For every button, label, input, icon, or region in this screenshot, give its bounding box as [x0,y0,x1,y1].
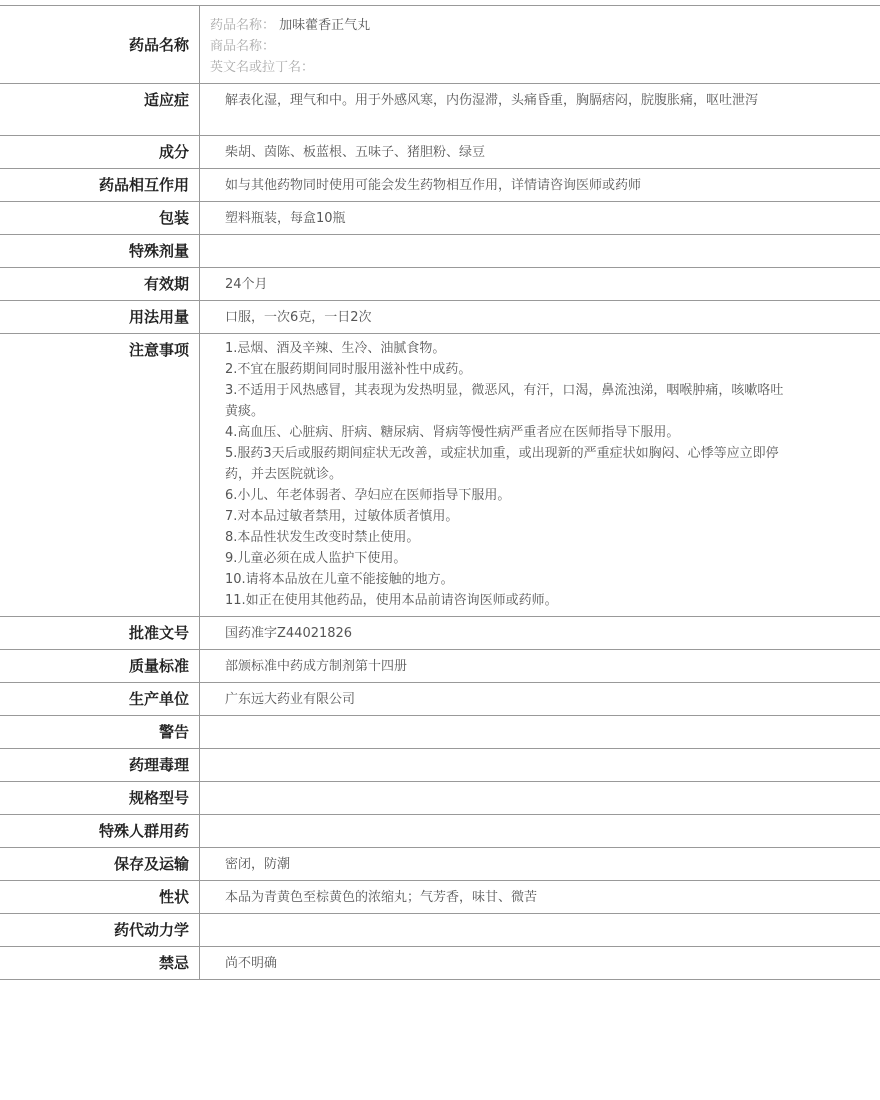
row-label: 药理毒理 [0,749,200,781]
row-packaging [0,202,880,235]
row-value [200,235,880,267]
drug-name-line [210,15,860,36]
row-label: 适应症 [0,84,200,135]
row-label: 特殊人群用药 [0,815,200,847]
row-label: 包装 [0,202,200,234]
row-dosage [0,301,880,334]
row-value [200,84,880,135]
row-special-groups [0,815,880,848]
precaution-item: 4.高血压、心脏病、肝病、糖尿病、肾病等慢性病严重者应在医师指导下服用。 [225,425,680,440]
row-label: 药品相互作用 [0,169,200,201]
precaution-item: 10.请将本品放在儿童不能接触的地方。 [225,572,454,587]
row-validity [0,268,880,301]
row-label: 规格型号 [0,782,200,814]
row-value [200,6,880,83]
row-approval [0,617,880,650]
row-drug-name [0,6,880,84]
precaution-item: 3.不适用于风热感冒，其表现为发热明显，微恶风，有汗，口渴，鼻流浊涕，咽喉肿痛，咳嗽咯吐黄痰。 [225,383,784,419]
row-label: 药代动力学 [0,914,200,946]
row-value: 部颁标准中药成方制剂第十四册 [225,659,408,674]
row-value: 如与其他药物同时使用可能会发生药物相互作用，详情请咨询医师或药师 [225,178,642,193]
row-quality [0,650,880,683]
precaution-item: 7.对本品过敏者禁用，过敏体质者慎用。 [225,509,459,524]
row-value [200,334,880,616]
row-storage [0,848,880,881]
row-label: 成分 [0,136,200,168]
row-description [0,881,880,914]
row-value [200,716,880,748]
precaution-item: 2.不宜在服药期间同时服用滋补性中成药。 [225,362,472,377]
row-label: 药品名称 [0,6,200,83]
row-value: 密闭，防潮 [225,857,291,872]
row-value: 口服，一次6克，一日2次 [225,310,372,325]
row-label: 生产单位 [0,683,200,715]
row-label: 性状 [0,881,200,913]
indication-text: 解表化湿，理气和中。用于外感风寒，内伤湿滞，头痛昏重，胸膈痞闷，脘腹胀痛，呕吐泄泻 [225,93,759,108]
row-value: 塑料瓶装，每盒10瓶 [225,211,346,226]
row-label: 特殊剂量 [0,235,200,267]
row-value: 柴胡、茵陈、板蓝根、五味子、猪胆粉、绿豆 [225,145,486,160]
row-value [200,749,880,781]
row-indication [0,84,880,136]
precaution-item: 11.如正在使用其他药品，使用本品前请咨询医师或药师。 [225,593,558,608]
row-value: 国药准字Z44021826 [225,626,353,641]
precaution-item: 9.儿童必须在成人监护下使用。 [225,551,407,566]
row-contraindications [0,947,880,980]
precaution-item: 8.本品性状发生改变时禁止使用。 [225,530,420,545]
drug-info-table [0,5,880,980]
row-label: 注意事项 [0,334,200,616]
row-value [200,782,880,814]
drug-name-label: 药品名称： [210,18,276,33]
precaution-item: 5.服药3天后或服药期间症状无改善，或症状加重，或出现新的严重症状如胸闷、心悸等应立即停药，并去医院就诊。 [225,446,779,482]
row-value: 尚不明确 [225,956,278,971]
row-interaction [0,169,880,202]
row-label: 批准文号 [0,617,200,649]
row-label: 用法用量 [0,301,200,333]
row-value: 本品为青黄色至棕黄色的浓缩丸；气芳香，味甘、微苦 [225,890,538,905]
english-name-label: 英文名或拉丁名： [210,60,315,75]
row-label: 警告 [0,716,200,748]
row-pharmacology [0,749,880,782]
row-label: 保存及运输 [0,848,200,880]
row-manufacturer [0,683,880,716]
precaution-item: 1.忌烟、酒及辛辣、生冷、油腻食物。 [225,341,446,356]
drug-name-value: 加味藿香正气丸 [279,18,371,33]
row-spec-model [0,782,880,815]
row-label: 禁忌 [0,947,200,979]
row-label: 有效期 [0,268,200,300]
precaution-item: 6.小儿、年老体弱者、孕妇应在医师指导下服用。 [225,488,511,503]
row-warning [0,716,880,749]
row-value [200,914,880,946]
row-precautions [0,334,880,617]
row-pharmacokinetics [0,914,880,947]
row-value: 24个月 [225,277,268,292]
row-label: 质量标准 [0,650,200,682]
row-value: 广东远大药业有限公司 [225,692,356,707]
row-ingredients [0,136,880,169]
row-special-dose [0,235,880,268]
trade-name-label: 商品名称： [210,39,276,54]
row-value [200,815,880,847]
